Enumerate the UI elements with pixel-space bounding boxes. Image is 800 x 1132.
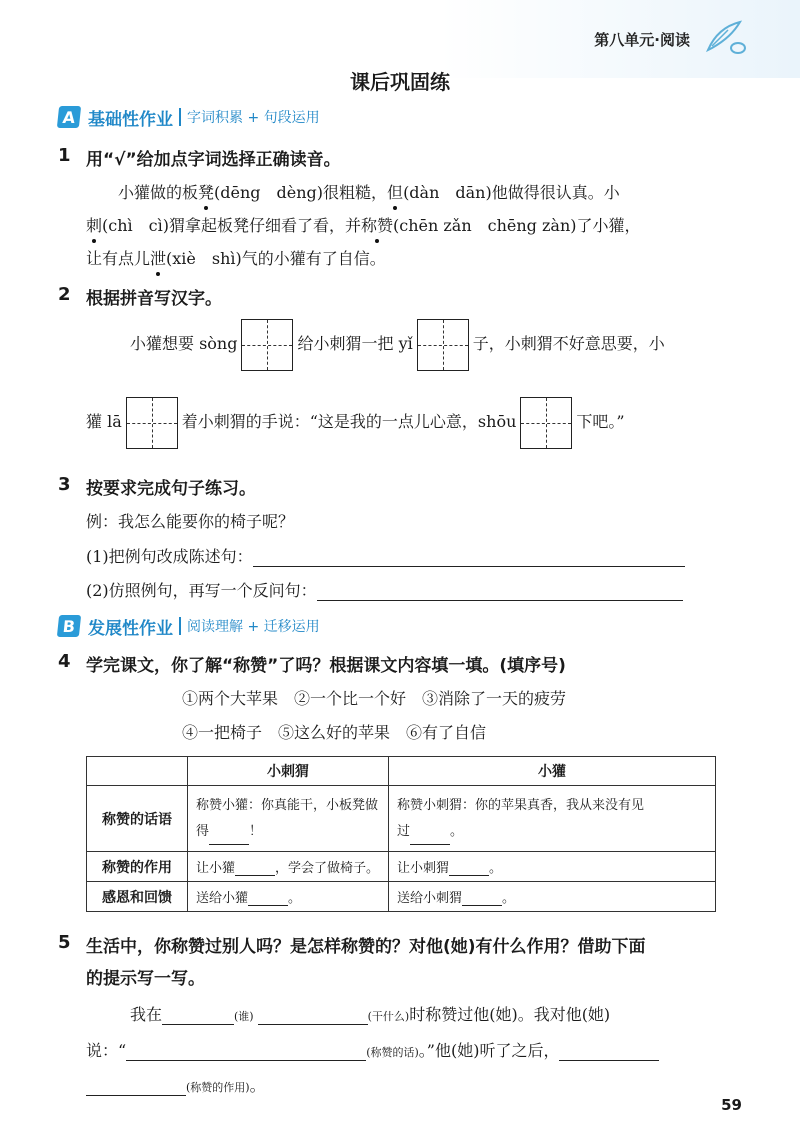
q2-prompt: 根据拼音写汉字。 [86, 289, 222, 309]
q3-prompt: 按要求完成句子练习。 [86, 479, 256, 499]
q1-text: 小獾做的板 [118, 183, 199, 202]
section-a-subtitle: 字词积累 + 句段运用 [187, 110, 320, 126]
q5-text: 。”他(她)听了之后， [418, 1041, 560, 1060]
pinyin-choice[interactable]: (xiè shì)气的小獾有了自信。 [166, 249, 386, 268]
q1-prompt: 用“√”给加点字词选择正确读音。 [86, 150, 341, 170]
answer-line[interactable] [317, 582, 683, 601]
table-corner [87, 757, 188, 786]
table-row-header: 称赞的作用 [87, 852, 188, 882]
q3-example: 例：我怎么能要你的椅子呢？ [86, 512, 295, 531]
section-b-header [58, 614, 320, 638]
q1-text: 让有点儿 [86, 249, 151, 268]
dotted-char: 称赞 [361, 213, 393, 236]
cell-text: 让小刺猬 [397, 861, 450, 876]
q3-item-2 [86, 578, 683, 601]
table-col-header: 小刺猬 [188, 757, 389, 786]
q5-line-3 [86, 1073, 266, 1096]
cell-text: 让小獾 [196, 861, 236, 876]
tianzi-grid-input[interactable] [417, 319, 469, 371]
unit-label: 第八单元·阅读 [594, 31, 690, 49]
q2-text: 子，小刺猬不好意思要，小 [472, 334, 665, 353]
q5-number: 5 [58, 932, 71, 953]
cell-text: 送给小刺猬 [397, 891, 463, 906]
q5-text: 说：“ [86, 1041, 127, 1060]
answer-line[interactable] [86, 1077, 186, 1096]
cell-text: 称赞小獾：你真能干，小板凳做 [196, 797, 379, 813]
q1-number: 1 [58, 145, 71, 166]
answer-blank[interactable] [248, 891, 288, 906]
answer-blank[interactable] [449, 861, 489, 876]
q5-text: 时称赞过他(她)。我对他(她) [409, 1005, 611, 1024]
table-row-header: 称赞的话语 [87, 786, 188, 852]
q5-text: 我在 [130, 1005, 163, 1024]
cell-text: 。 [450, 823, 464, 839]
tianzi-grid-input[interactable] [126, 397, 178, 449]
cell-text: 称赞小刺猬：你的苹果真香，我从来没有见 [397, 797, 645, 813]
pinyin-choice[interactable]: (dēng dèng)很粗糙， [214, 183, 388, 202]
answer-line[interactable] [162, 1006, 234, 1025]
table-cell [188, 852, 389, 882]
section-a-header [58, 105, 320, 129]
table-row-header: 感恩和回馈 [87, 882, 188, 912]
table-col-header: 小獾 [389, 757, 716, 786]
answer-blank[interactable] [410, 830, 450, 845]
q5-line-1 [130, 1002, 610, 1025]
section-a-title: 基础性作业 [88, 109, 173, 130]
q4-options-row-2: ④一把椅子 ⑤这么好的苹果 ⑥有了自信 [182, 723, 487, 742]
q3-item-1 [86, 544, 685, 567]
answer-line[interactable] [559, 1042, 659, 1061]
q3-number: 3 [58, 474, 71, 495]
q4-options-row-1: ①两个大苹果 ②一个比一个好 ③消除了一天的疲劳 [182, 689, 567, 708]
q2-text: 下吧。” [576, 412, 625, 431]
q5-prompt-line-2: 的提示写一写。 [86, 969, 205, 989]
feather-pen-icon [700, 18, 748, 58]
table-cell [188, 882, 389, 912]
q2-text: 小獾想要 sòng [130, 334, 238, 353]
page-number: 59 [721, 1096, 742, 1114]
answer-blank[interactable] [235, 861, 275, 876]
cell-text: 得 [196, 823, 210, 839]
q3-item-label: (2)仿照例句，再写一个反问句： [86, 581, 317, 600]
section-divider [179, 108, 181, 126]
q2-text: 给小刺猬一把 yǐ [297, 334, 413, 353]
cell-text: ，学会了做椅子。 [275, 861, 380, 876]
dotted-char: 泄 [150, 246, 166, 269]
table-cell [389, 852, 716, 882]
tianzi-grid-input[interactable] [520, 397, 572, 449]
dotted-char: 刺 [86, 213, 102, 236]
section-divider [179, 617, 181, 635]
q5-text: 。 [249, 1076, 266, 1095]
section-b-badge: B [57, 615, 81, 637]
answer-line[interactable] [253, 548, 685, 567]
page-title: 课后巩固练 [350, 70, 450, 94]
q1-line-2 [86, 213, 641, 236]
dotted-char: 但 [387, 180, 403, 203]
cell-text: 。 [288, 891, 302, 906]
section-b-subtitle: 阅读理解 + 迁移运用 [187, 619, 320, 635]
answer-blank[interactable] [462, 891, 502, 906]
q1-line-3 [86, 246, 386, 269]
cell-text: 过 [397, 823, 411, 839]
q5-prompt-line-1: 生活中，你称赞过别人吗？是怎样称赞的？对他(她)有什么作用？借助下面 [86, 937, 646, 957]
hint-text: (称赞的作用) [186, 1081, 250, 1094]
table-cell [188, 786, 389, 852]
answer-line[interactable] [126, 1042, 366, 1061]
praise-table [86, 756, 716, 912]
cell-text: 送给小獾 [196, 891, 249, 906]
q2-text: 獾 lā [86, 412, 122, 431]
answer-line[interactable] [258, 1006, 368, 1025]
hint-text: (干什么) [367, 1010, 410, 1023]
q1-line-1 [118, 180, 620, 203]
cell-text: 。 [502, 891, 516, 906]
pinyin-choice[interactable]: (chì cì)猬拿起板凳仔细看了看，并 [102, 216, 361, 235]
dotted-char: 凳 [198, 180, 214, 203]
hint-text: (谁) [234, 1010, 254, 1023]
pinyin-choice[interactable]: (dàn dān)他做得很认真。小 [403, 183, 620, 202]
q2-number: 2 [58, 284, 71, 305]
answer-blank[interactable] [209, 830, 249, 845]
tianzi-grid-input[interactable] [241, 319, 293, 371]
cell-text: 。 [489, 861, 503, 876]
section-b-title: 发展性作业 [88, 618, 173, 639]
q2-row-1 [130, 316, 665, 372]
q4-number: 4 [58, 651, 71, 672]
section-a-badge: A [57, 106, 81, 128]
q3-item-label: (1)把例句改成陈述句： [86, 547, 253, 566]
cell-text: ！ [249, 823, 263, 839]
q2-row-2 [86, 394, 625, 450]
table-cell [389, 786, 716, 852]
pinyin-choice[interactable]: (chēn zǎn chēng zàn)了小獾， [392, 216, 641, 235]
q2-text: 着小刺猬的手说：“这是我的一点儿心意，shōu [181, 412, 517, 431]
q5-line-2 [86, 1038, 659, 1061]
table-cell [389, 882, 716, 912]
q4-prompt: 学完课文，你了解“称赞”了吗？根据课文内容填一填。(填序号) [86, 656, 566, 676]
hint-text: (称赞的话) [366, 1046, 419, 1059]
